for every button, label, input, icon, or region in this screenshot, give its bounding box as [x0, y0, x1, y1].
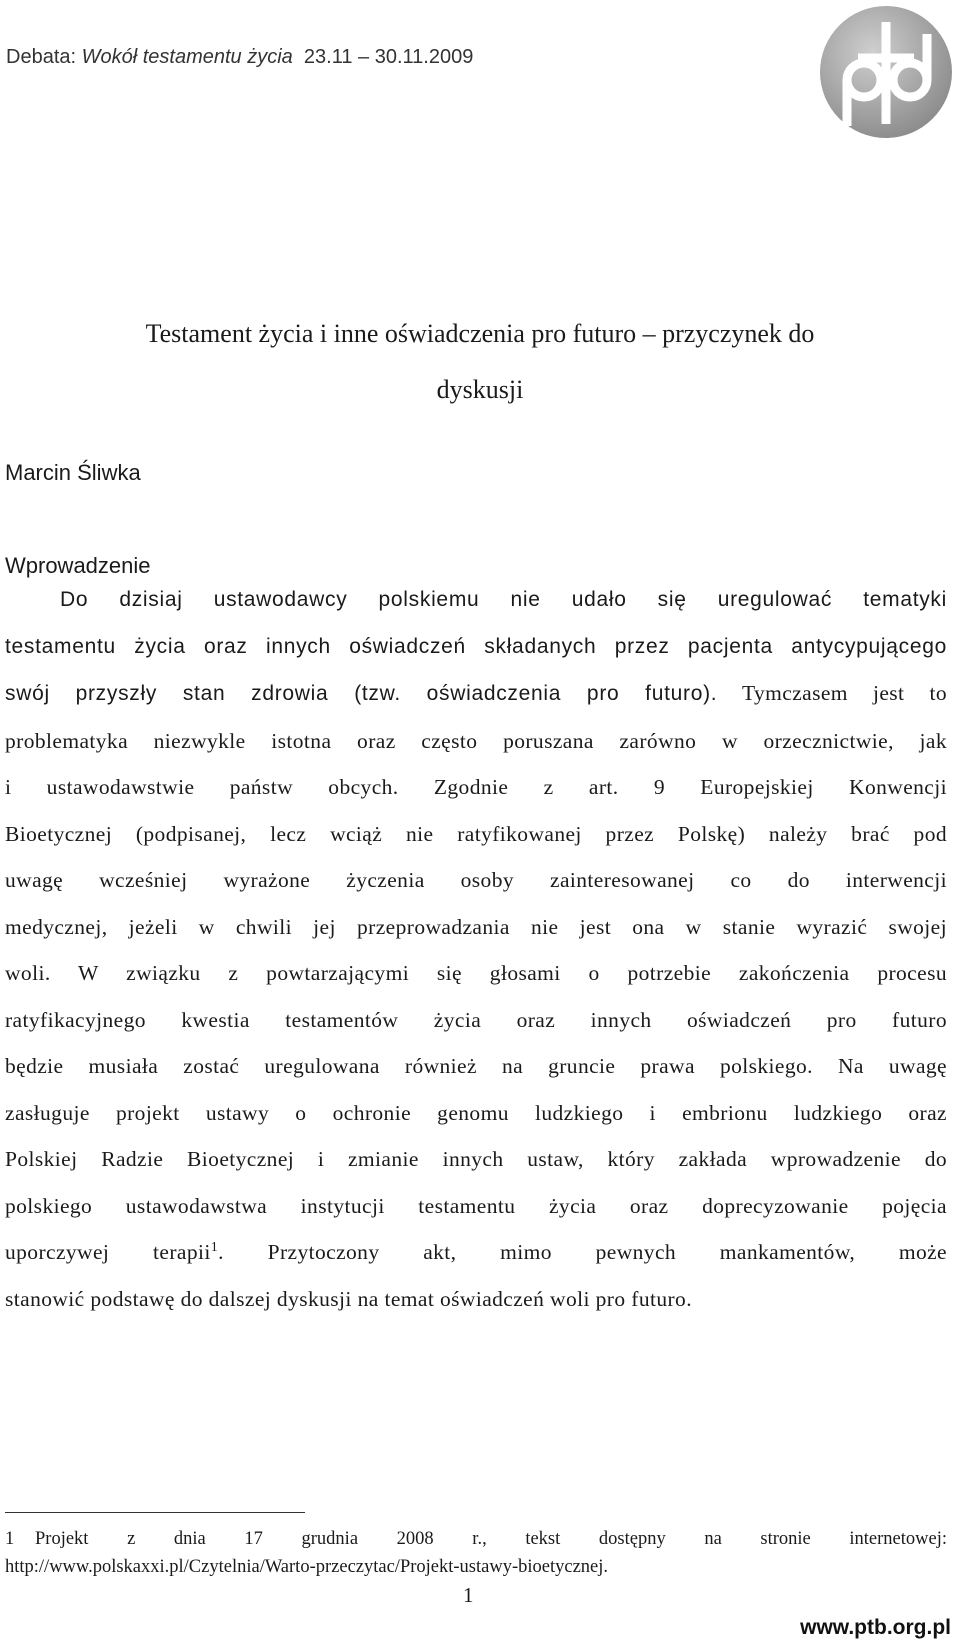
- ptb-logo-icon: [818, 4, 954, 140]
- paragraph-line: [5, 1229, 947, 1276]
- paragraph-line: zasługuje projekt ustawy o ochronie genomu ludzkiego i embrionu ludzkiego oraz: [5, 1100, 947, 1125]
- title-line-1: Testament życia i inne oświadczenia pro futuro – przyczynek do: [145, 319, 815, 348]
- body-paragraph: [5, 577, 947, 1322]
- paragraph-line: ratyfikacyjnego kwestia testamentów życia oraz innych oświadczeń pro futuro: [5, 1007, 947, 1032]
- paragraph-line: woli. W związku z powtarzającymi się głosami o potrzebie zakończenia procesu: [5, 961, 947, 985]
- header-dates: 23.11 – 30.11.2009: [292, 46, 474, 68]
- paragraph-text: Tymczasem jest to: [717, 681, 947, 705]
- footnote-text: Projekt z dnia 17 grudnia 2008 r., tekst dostępny na stronie internetowej:: [35, 1529, 947, 1549]
- paragraph-line: [5, 670, 947, 718]
- paragraph-line: medycznej, jeżeli w chwili jej przeprowadzania nie jest ona w stanie wyrazić swojej: [5, 914, 947, 939]
- paragraph-line: Bioetycznej (podpisanej, lecz wciąż nie ratyfikowanej przez Polskę) należy brać pod: [5, 821, 947, 846]
- footnote-divider: [5, 1512, 305, 1513]
- paragraph-line: Polskiej Radzie Bioetycznej i zmianie innych ustaw, który zakłada wprowadzenie do: [5, 1147, 947, 1171]
- title-line-2: dyskusji: [436, 375, 524, 404]
- paragraph-line: stanowić podstawę do dalszej dyskusji na temat oświadczeń woli pro futuro.: [5, 1286, 692, 1311]
- footnote-url[interactable]: http://www.polskaxxi.pl/Czytelnia/Warto-przeczytac/Projekt-ustawy-bioetycznej.: [5, 1557, 609, 1577]
- paragraph-text: uporczywej terapii: [5, 1240, 211, 1264]
- section-heading: Wprowadzenie: [5, 553, 151, 578]
- footnote-line: [5, 1525, 947, 1553]
- document-header: [6, 46, 473, 69]
- paragraph-line: i ustawodawstwie państw obcych. Zgodnie z art. 9 Europejskiej Konwencji: [5, 775, 947, 799]
- paragraph-line: uwagę wcześniej wyrażone życzenia osoby zainteresowanej co do interwencji: [5, 868, 947, 892]
- website-link[interactable]: www.ptb.org.pl: [800, 1616, 951, 1639]
- header-topic: Wokół testamentu życia: [81, 46, 293, 68]
- author-name: Marcin Śliwka: [5, 460, 141, 485]
- document-title: [30, 306, 930, 418]
- footnote-mark: 1: [5, 1529, 15, 1549]
- paragraph-line: problematyka niezwykle istotna oraz często poruszana zarówno w orzecznictwie, jak: [5, 728, 947, 753]
- footnote: [5, 1525, 947, 1581]
- paragraph-line: polskiego ustawodawstwa instytucji testamentu życia oraz doprecyzowanie pojęcia: [5, 1193, 947, 1218]
- header-prefix: Debata:: [6, 46, 82, 68]
- paragraph-line: testamentu życia oraz innych oświadczeń składanych przez pacjenta antycypującego: [5, 634, 947, 658]
- paragraph-text: swój przyszły stan zdrowia (tzw. oświadczenia pro futuro).: [5, 682, 718, 705]
- paragraph-text: . Przytoczony akt, mimo pewnych mankamentów, może: [218, 1240, 947, 1264]
- paragraph-line: będzie musiała zostać uregulowana również na gruncie prawa polskiego. Na uwagę: [5, 1054, 947, 1078]
- page-number: 1: [463, 1583, 474, 1607]
- footnote-reference[interactable]: 1: [210, 1239, 219, 1255]
- paragraph-line: Do dzisiaj ustawodawcy polskiemu nie udało się uregulować tematyki: [60, 588, 947, 611]
